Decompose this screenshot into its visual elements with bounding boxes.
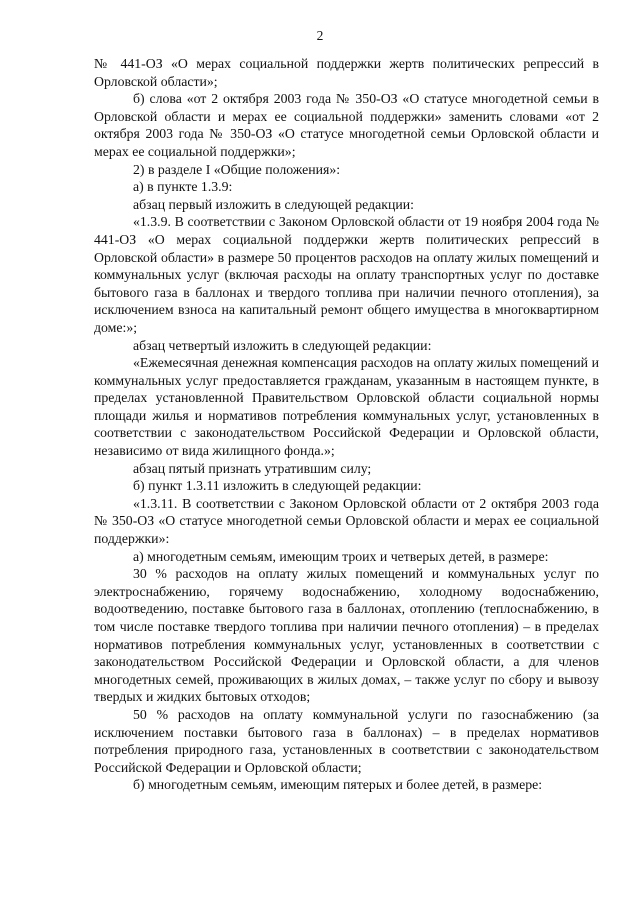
paragraph: 2) в разделе I «Общие положения»:: [133, 161, 341, 177]
paragraph: «1.3.9. В соответствии с Законом Орловской области от 19 ноября 2004 года № 441-ОЗ «О мерах социальной поддержки жертв политических репрессий в Орловской области» в размере 50 процентов расходов на оплату жилых помещений и коммунальных услуг (включая расходы на оплату транспортных услуг по доставке бытового газа в баллонах и твердого топлива при наличии печного отопления), за исключением взноса на капитальный ремонт общего имущества в многоквартирном доме:»;: [94, 214, 599, 335]
paragraph: абзац пятый признать утратившим силу;: [133, 460, 372, 476]
paragraph: «Ежемесячная денежная компенсация расходов на оплату жилых помещений и коммунальных услуг предоставляется гражданам, указанным в настоящем пункте, в пределах установленной Правительством Орловской области социальной нормы площади жилья и нормативов потребления коммунальных услуг, установленных в соответствии с законодательством Российской Федерации и Орловской области, независимо от вида жилищного фонда.»;: [94, 355, 599, 459]
paragraph: абзац четвертый изложить в следующей редакции:: [133, 337, 432, 353]
paragraph: 50 % расходов на оплату коммунальной услуги по газоснабжению (за исключением поставки бытового газа в баллонах) – в пределах нормативов потребления природного газа, установленных в соответствии с законодательством Российской Федерации и Орловской области;: [94, 706, 599, 775]
paragraph: б) пункт 1.3.11 изложить в следующей редакции:: [133, 478, 422, 494]
paragraph: б) слова «от 2 октября 2003 года № 350-ОЗ «О статусе многодетной семьи в Орловской области и мерах ее социальной поддержки» заменить словами «от 2 октября 2003 года № 350-ОЗ «О статусе многодетной семьи Орловской области и мерах ее социальной поддержки»;: [94, 91, 599, 159]
paragraph: «1.3.11. В соответствии с Законом Орловской области от 2 октября 2003 года № 350-ОЗ «О статусе многодетной семьи Орловской области и мерах ее социальной поддержки»:: [94, 495, 599, 547]
paragraph: а) в пункте 1.3.9:: [133, 179, 233, 195]
paragraph: № 441-ОЗ «О мерах социальной поддержки жертв политических репрессий в Орловской области»;: [94, 56, 599, 89]
paragraph: а) многодетным семьям, имеющим троих и четверых детей, в размере:: [133, 548, 549, 564]
paragraph: б) многодетным семьям, имеющим пятерых и более детей, в размере:: [133, 777, 543, 793]
document-body: [94, 55, 599, 794]
paragraph: 30 % расходов на оплату жилых помещений и коммунальных услуг по электроснабжению, горячему водоснабжению, холодному водоснабжению, водоотведению, поставке бытового газа в баллонах, отоплению (теплоснабжению, в том числе поставке твердого топлива при наличии печного отопления) – в пределах нормативов потребления коммунальных услуг, установленных в соответствии с законодательством Российской Федерации и Орловской области, а для членов многодетных семей, проживающих в жилых домах, – также услуг по сбору и вывозу твердых и жидких бытовых отходов;: [94, 566, 599, 705]
page-number: 2: [316, 28, 324, 43]
paragraph: абзац первый изложить в следующей редакции:: [133, 196, 414, 212]
